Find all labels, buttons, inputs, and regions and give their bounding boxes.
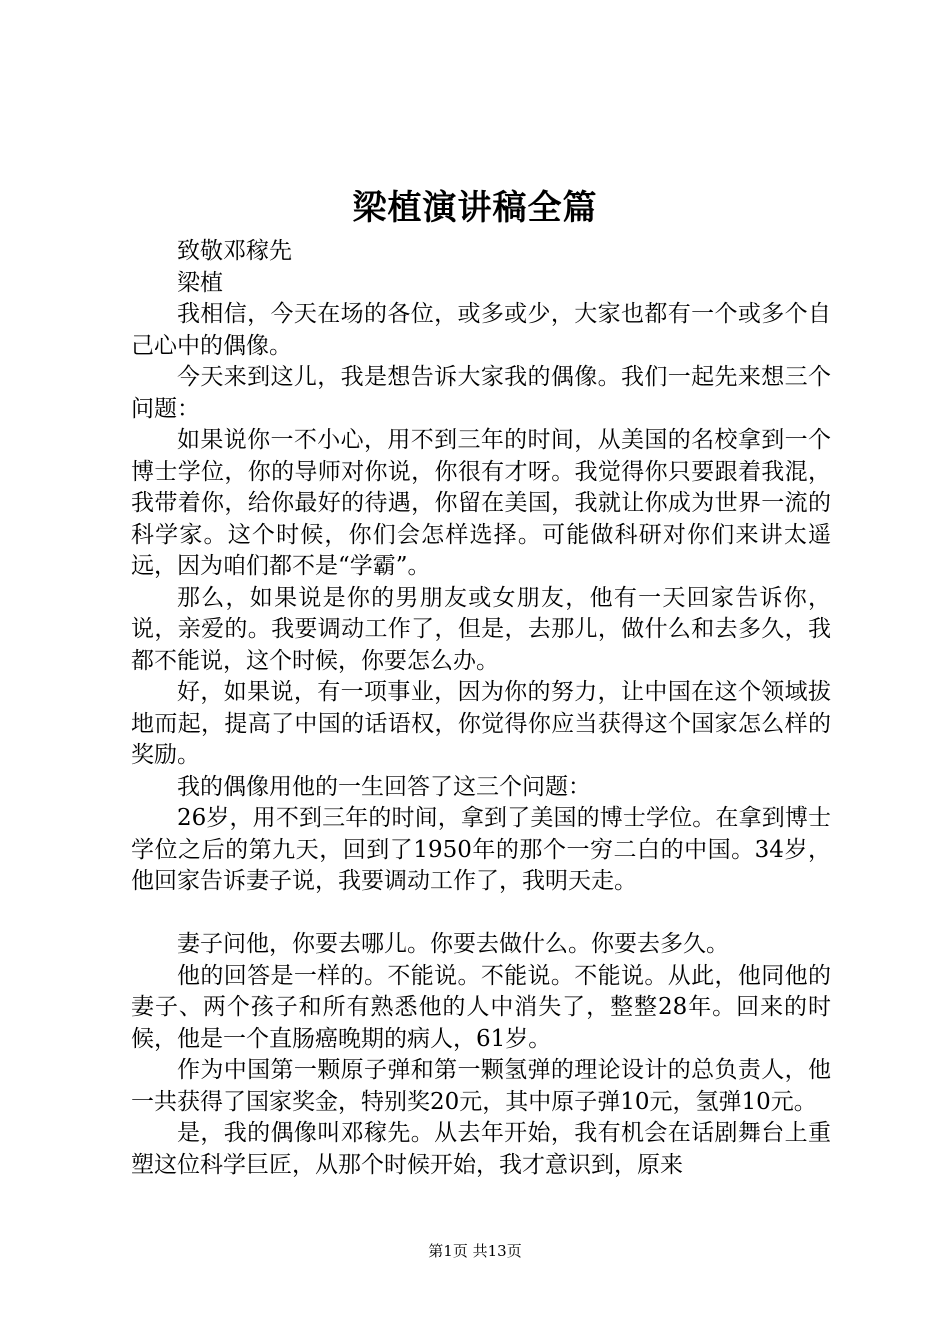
paragraph: 我的偶像用他的一生回答了这三个问题： <box>177 773 591 800</box>
paragraph: 是，我的偶像叫邓稼先。从去年开始，我有机会在话剧舞台上重塑这位科学巨匠，从那个时候开始，我才意识到，原来 <box>131 1120 831 1178</box>
paragraph: 我相信，今天在场的各位，或多或少，大家也都有一个或多个自己心中的偶像。 <box>131 301 831 359</box>
paragraph: 26岁，用不到三年的时间，拿到了美国的博士学位。在拿到博士学位之后的第九天，回到了1950年的那个一穷二白的中国。34岁，他回家告诉妻子说，我要调动工作了，我明天走。 <box>131 805 831 894</box>
paragraph: 妻子问他，你要去哪儿。你要去做什么。你要去多久。 <box>177 931 729 957</box>
paragraph: 好，如果说，有一项事业，因为你的努力，让中国在这个领域拔地而起，提高了中国的话语权，你觉得你应当获得这个国家怎么样的奖励。 <box>131 679 831 768</box>
document-title: 梁植演讲稿全篇 <box>352 188 598 228</box>
page-footer: 第1页 共13页 <box>428 1242 522 1260</box>
paragraph-author: 梁植 <box>177 269 223 296</box>
paragraph: 那么，如果说是你的男朋友或女朋友，他有一天回家告诉你，说，亲爱的。我要调动工作了，但是，去那儿，做什么和去多久，我都不能说，这个时候，你要怎么办。 <box>131 584 831 674</box>
paragraph: 他的回答是一样的。不能说。不能说。不能说。从此，他同他的妻子、两个孩子和所有熟悉他的人中消失了，整整28年。回来的时候，他是一个直肠癌晚期的病人，61岁。 <box>131 962 831 1052</box>
paragraph-dedication: 致敬邓稼先 <box>177 238 292 264</box>
paragraph: 作为中国第一颗原子弹和第一颗氢弹的理论设计的总负责人，他一共获得了国家奖金，特别奖20元，其中原子弹10元，氢弹10元。 <box>131 1057 831 1115</box>
paragraph: 今天来到这儿，我是想告诉大家我的偶像。我们一起先来想三个问题： <box>131 364 831 422</box>
paragraph: 如果说你一不小心，用不到三年的时间，从美国的名校拿到一个博士学位，你的导师对你说，你很有才呀。我觉得你只要跟着我混，我带着你，给你最好的待遇，你留在美国，我就让你成为世界一流的科学家。这个时候，你们会怎样选择。可能做科研对你们来讲太遥远，因为咱们都不是“学霸”。 <box>131 427 831 579</box>
document-body <box>131 236 831 1181</box>
